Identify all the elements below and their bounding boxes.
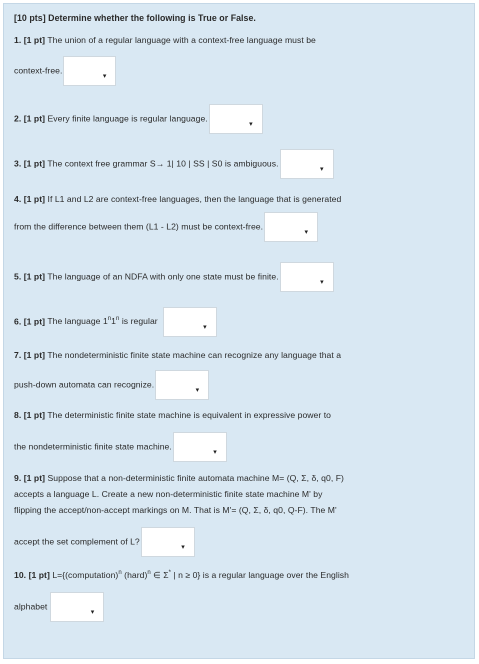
question-text: The union of a regular language with a context-free language must be <box>47 35 316 45</box>
answer-dropdown-3[interactable] <box>280 149 334 179</box>
question-text: The context free grammar S→ 1| 10 | SS | S0 is ambiguous. <box>47 158 279 169</box>
question-8-line2 <box>14 432 454 462</box>
question-9-line4 <box>14 527 454 557</box>
chevron-down-icon: ▾ <box>213 449 217 456</box>
question-number: 7. <box>14 350 22 360</box>
question-text: The deterministic finite state machine is equivalent in expressive power to <box>47 410 332 420</box>
question-10-line2 <box>14 592 454 622</box>
question-text-cont: the nondeterministic finite state machine. <box>14 441 172 452</box>
question-points: [1 pt] <box>23 316 46 327</box>
question-points: [1 pt] <box>23 113 46 124</box>
question-text: Every finite language is regular language. <box>47 113 208 124</box>
question-4-line2 <box>14 212 454 242</box>
question-text: The language 1$^n$1$^n$ is regular <box>47 316 158 327</box>
answer-dropdown-4[interactable] <box>264 212 318 242</box>
question-9 <box>14 470 454 518</box>
question-number: 10. <box>14 570 27 580</box>
question-number: 9. <box>14 473 22 483</box>
question-10 <box>14 566 454 584</box>
question-text-cont: push-down automata can recognize. <box>14 379 155 390</box>
question-3 <box>14 149 454 179</box>
question-text-cont: accepts a language L. Create a new non-deterministic finite state machine M' by <box>14 489 323 499</box>
question-text: Suppose that a non-deterministic finite automata machine M= (Q, Σ, δ, q0, F) <box>47 473 344 483</box>
question-1 <box>14 31 454 49</box>
chevron-down-icon: ▾ <box>203 324 207 331</box>
question-8 <box>14 406 454 424</box>
chevron-down-icon: ▾ <box>102 73 107 80</box>
question-2 <box>14 104 454 134</box>
answer-dropdown-7[interactable] <box>155 370 209 400</box>
answer-dropdown-2[interactable] <box>209 104 263 134</box>
answer-dropdown-5[interactable] <box>280 262 334 292</box>
quiz-header: [10 pts] Determine whether the following is True or False. <box>14 13 256 23</box>
question-points: [1 pt] <box>23 473 46 483</box>
question-text-cont: context-free. <box>14 65 63 76</box>
chevron-down-icon: ▾ <box>90 609 95 616</box>
question-text-cont: flipping the accept/non-accept markings on M. That is M'= (Q, Σ, δ, q0, Q-F). The M' <box>14 505 337 515</box>
question-text: L={(computation)$^n$ (hard)$^n$ ∈ Σ* | n ≥ 0} is a regular language over the English <box>52 570 349 580</box>
question-7 <box>14 346 454 364</box>
question-points: [1 pt] <box>23 271 46 282</box>
question-text-cont: alphabet <box>14 601 48 612</box>
chevron-down-icon: ▾ <box>320 279 324 286</box>
answer-dropdown-9[interactable] <box>141 527 195 557</box>
question-6 <box>14 307 454 337</box>
chevron-down-icon: ▾ <box>319 166 324 173</box>
question-number: 2. <box>14 113 22 124</box>
question-number: 1. <box>14 35 22 45</box>
question-points: [1 pt] <box>23 350 46 360</box>
question-number: 5. <box>14 271 22 282</box>
question-points: [1 pt] <box>23 35 46 45</box>
chevron-down-icon: ▾ <box>181 544 185 551</box>
chevron-down-icon: ▾ <box>249 121 253 128</box>
answer-dropdown-10[interactable] <box>50 592 104 622</box>
question-number: 4. <box>14 194 22 204</box>
question-5 <box>14 262 454 292</box>
question-points: [1 pt] <box>23 158 46 169</box>
question-number: 6. <box>14 316 22 327</box>
question-points: [1 pt] <box>23 194 46 204</box>
question-4 <box>14 190 454 208</box>
question-text: The language of an NDFA with only one state must be finite. <box>47 271 279 282</box>
question-points: [1 pt] <box>23 410 46 420</box>
answer-dropdown-6[interactable] <box>163 307 217 337</box>
question-text-cont: from the difference between them (L1 - L2) must be context-free. <box>14 221 264 232</box>
question-1-line2 <box>14 56 454 86</box>
question-number: 8. <box>14 410 22 420</box>
question-points: [1 pt] <box>28 570 50 580</box>
question-7-line2 <box>14 370 454 400</box>
question-text-cont: accept the set complement of L? <box>14 536 140 547</box>
answer-dropdown-1[interactable] <box>63 56 116 86</box>
chevron-down-icon: ▾ <box>195 387 200 394</box>
question-number: 3. <box>14 158 22 169</box>
question-text: If L1 and L2 are context-free languages, then the language that is generated <box>47 194 342 204</box>
answer-dropdown-8[interactable] <box>173 432 227 462</box>
question-text: The nondeterministic finite state machine can recognize any language that a <box>47 350 342 360</box>
chevron-down-icon: ▾ <box>304 229 309 236</box>
